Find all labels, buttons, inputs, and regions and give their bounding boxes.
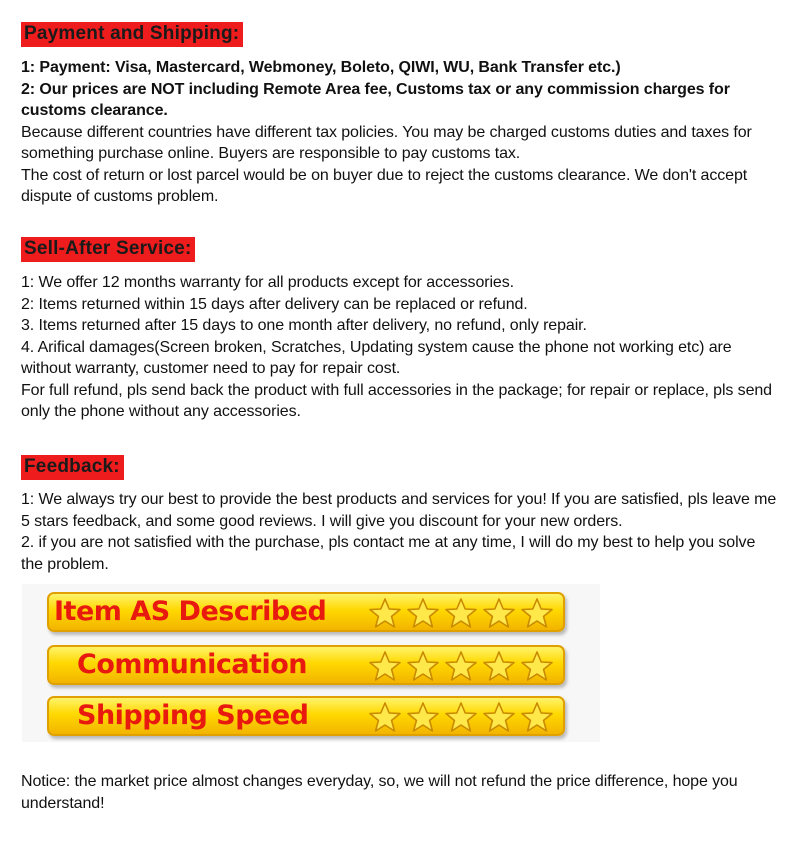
rating-label: Communication xyxy=(77,649,307,680)
star-icon xyxy=(367,701,403,733)
rating-banner xyxy=(22,584,600,742)
payment-shipping-section xyxy=(21,22,781,208)
warranty-line: 1: We offer 12 months warranty for all products except for accessories. xyxy=(21,274,514,291)
feedback-heading: Feedback: xyxy=(21,455,124,480)
full-refund-line: For full refund, pls send back the product with full accessories in the package; for repair or replace, pls send only the phone without any accessories. xyxy=(21,381,772,420)
payment-methods-line: 1: Payment: Visa, Mastercard, Webmoney, Boleto, QIWI, WU, Bank Transfer etc.) xyxy=(21,59,621,76)
repair-only-line: 3. Items returned after 15 days to one month after delivery, no refund, only repair. xyxy=(21,317,587,334)
star-icon xyxy=(443,597,479,629)
star-icon xyxy=(405,597,441,629)
rating-bar-shipping-speed xyxy=(47,696,565,736)
return-15-days-line: 2: Items returned within 15 days after delivery can be replaced or refund. xyxy=(21,295,528,313)
feedback-section xyxy=(21,455,781,575)
payment-shipping-body xyxy=(21,57,781,208)
star-icon xyxy=(519,701,555,733)
star-icon xyxy=(481,597,517,629)
rating-label: Shipping Speed xyxy=(77,700,309,731)
rating-bar-communication xyxy=(47,645,565,685)
star-icon xyxy=(367,650,403,682)
star-icon xyxy=(519,597,555,629)
after-service-section xyxy=(21,237,781,423)
after-service-heading: Sell-After Service: xyxy=(21,237,195,262)
rating-bar-item-as-described xyxy=(47,592,565,632)
payment-shipping-heading: Payment and Shipping: xyxy=(21,22,243,47)
return-cost-line: The cost of return or lost parcel would be on buyer due to reject the customs clearance. We don't accept dispute of customs problem. xyxy=(21,166,748,205)
star-icon xyxy=(481,650,517,682)
price-notice-text: Notice: the market price almost changes everyday, so, we will not refund the price difference, hope you understand! xyxy=(21,773,738,812)
star-rating xyxy=(367,597,555,627)
five-stars-request-line: 1: We always try our best to provide the best products and services for you! If you are satisfied, pls leave me 5 stars feedback, and some good reviews. I will give you discount for your new orders. xyxy=(21,491,777,530)
artificial-damage-line: 4. Arifical damages(Screen broken, Scratches, Updating system cause the phone not working etc) are without warranty, customer need to pay for repair cost. xyxy=(21,338,732,377)
contact-line: 2. if you are not satisfied with the purchase, pls contact me at any time, I will do my best to help you solve the problem. xyxy=(21,534,756,573)
tax-policy-line: Because different countries have different tax policies. You may be charged customs duties and taxes for something purchase online. Buyers are responsible to pay customs tax. xyxy=(21,123,752,162)
rating-label: Item AS Described xyxy=(54,596,327,627)
star-icon xyxy=(519,650,555,682)
star-icon xyxy=(405,701,441,733)
star-rating xyxy=(367,701,555,731)
star-rating xyxy=(367,650,555,680)
after-service-body xyxy=(21,272,781,423)
feedback-body xyxy=(21,489,781,575)
star-icon xyxy=(443,701,479,733)
star-icon xyxy=(405,650,441,682)
star-icon xyxy=(443,650,479,682)
price-notice xyxy=(21,771,781,814)
star-icon xyxy=(481,701,517,733)
star-icon xyxy=(367,597,403,629)
prices-exclusion-line: 2: Our prices are NOT including Remote Area fee, Customs tax or any commission charges for customs clearance. xyxy=(21,80,730,119)
